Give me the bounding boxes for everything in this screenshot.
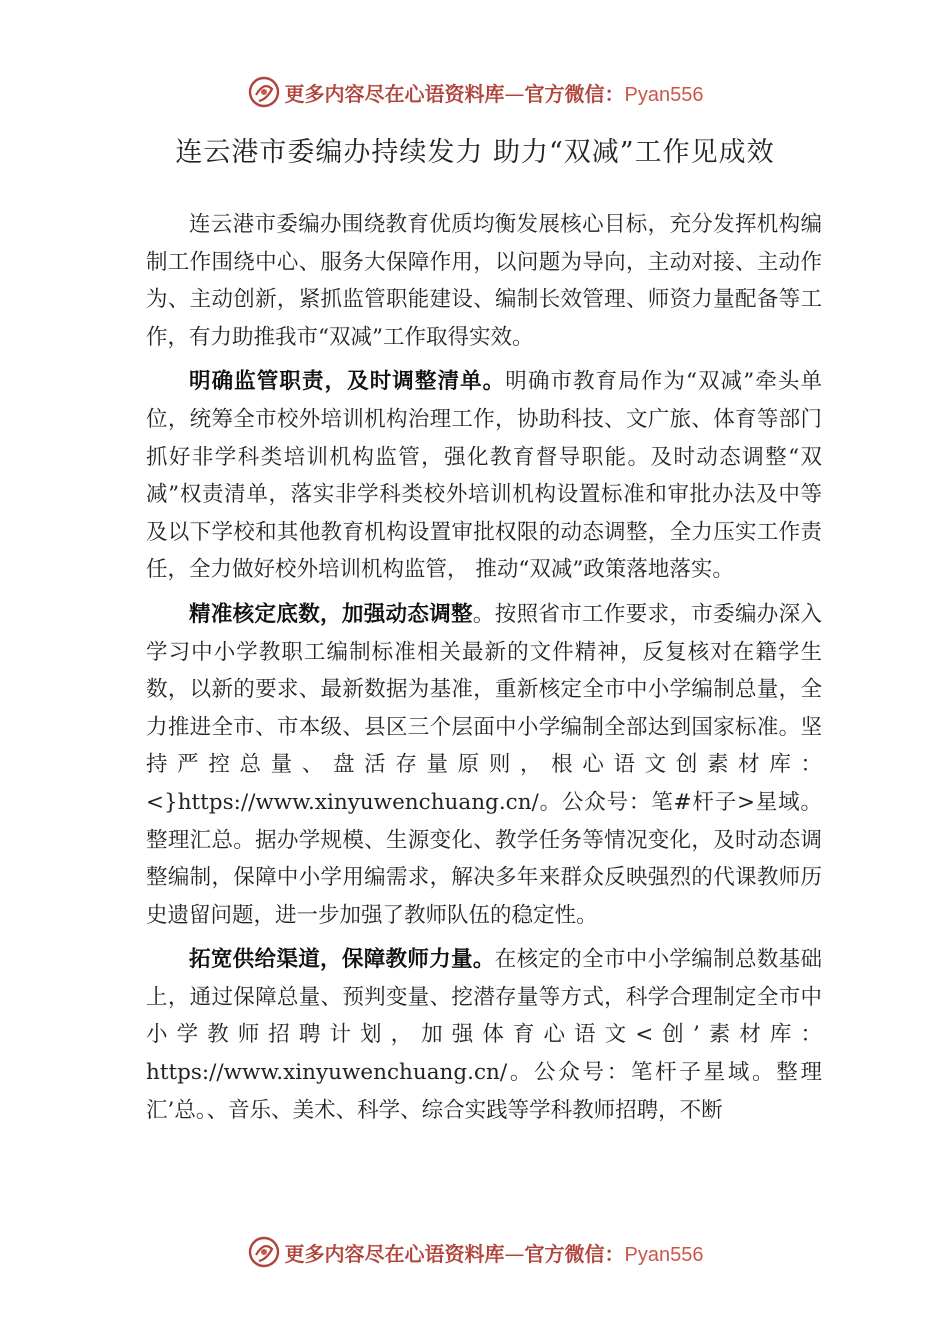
banner-text: 更多内容尽在心语资料库—官方微信：Pyan556 — [284, 1241, 704, 1266]
paragraph-lead: 拓宽供给渠道，保障教师力量。 — [189, 947, 495, 973]
paragraph-intro: 连云港市委编办围绕教育优质均衡发展核心目标，充分发挥机构编制工作围绕中心、服务大保障作用，以问题为导向，主动对接、主动作为、主动创新，紧抓监管职能建设、编制长效管理、师资力量配备等工作，有力助推我市“双减”工作取得实效。 — [146, 212, 822, 350]
paragraph-lead: 明确监管职责，及时调整清单。 — [189, 369, 506, 395]
header-watermark-banner — [0, 72, 950, 112]
footer-watermark-banner — [0, 1232, 950, 1272]
seal-icon — [247, 1235, 281, 1269]
banner-text: 更多内容尽在心语资料库—官方微信：Pyan556 — [284, 81, 704, 106]
seal-icon — [247, 75, 281, 109]
paragraph-staffing-quota: 精准核定底数，加强动态调整。按照省市工作要求，市委编办深入学习中小学教职工编制标准相关最新的文件精神，反复核对在籍学生数，以新的要求、最新数据为基准，重新核定全市中小学编制总量，全力推进全市、市本级、县区三个层面中小学编制全部达到国家标准。坚持严控总量、盘活存量原则，根心语文创素材库：<}https://www.xinyuwenchuang.cn/。公众号：笔#杆子>星域。整理汇总。据办学规模、生源变化、教学任务等情况变化，及时动态调整编制，保障中小学用编需求，解决多年来群众反映强烈的代课教师历史遗留问题，进一步加强了教师队伍的稳定性。 — [146, 601, 822, 928]
paragraph-lead: 精准核定底数，加强动态调整 — [189, 601, 473, 627]
paragraph-teacher-supply: 拓宽供给渠道，保障教师力量。在核定的全市中小学编制总数基础上，通过保障总量、预判变量、挖潜存量等方式，科学合理制定全市中小学教师招聘计划，加强体育心语文<创’素材库：https://www.xinyuwenchuang.cn/。公众号：笔杆子星域。整理汇’总。、音乐、美术、科学、综合实践等学科教师招聘，不断 — [146, 947, 822, 1123]
paragraph-supervision: 明确监管职责，及时调整清单。明确市教育局作为“双减”牵头单位，统筹全市校外培训机构治理工作，协助科技、文广旅、体育等部门抓好非学科类培训机构监管，强化教育督导职能。及时动态调整“双减”权责清单，落实非学科类校外培训机构设置标准和审批办法及中等及以下学校和其他教育机构设置审批权限的动态调整，全力压实工作责任，全力做好校外培训机构监管， 推动“双减”政策落地落实。 — [146, 369, 822, 583]
document-title: 连云港市委编办持续发力 助力“双减”工作见成效 — [175, 137, 775, 168]
document-body — [146, 206, 822, 1136]
